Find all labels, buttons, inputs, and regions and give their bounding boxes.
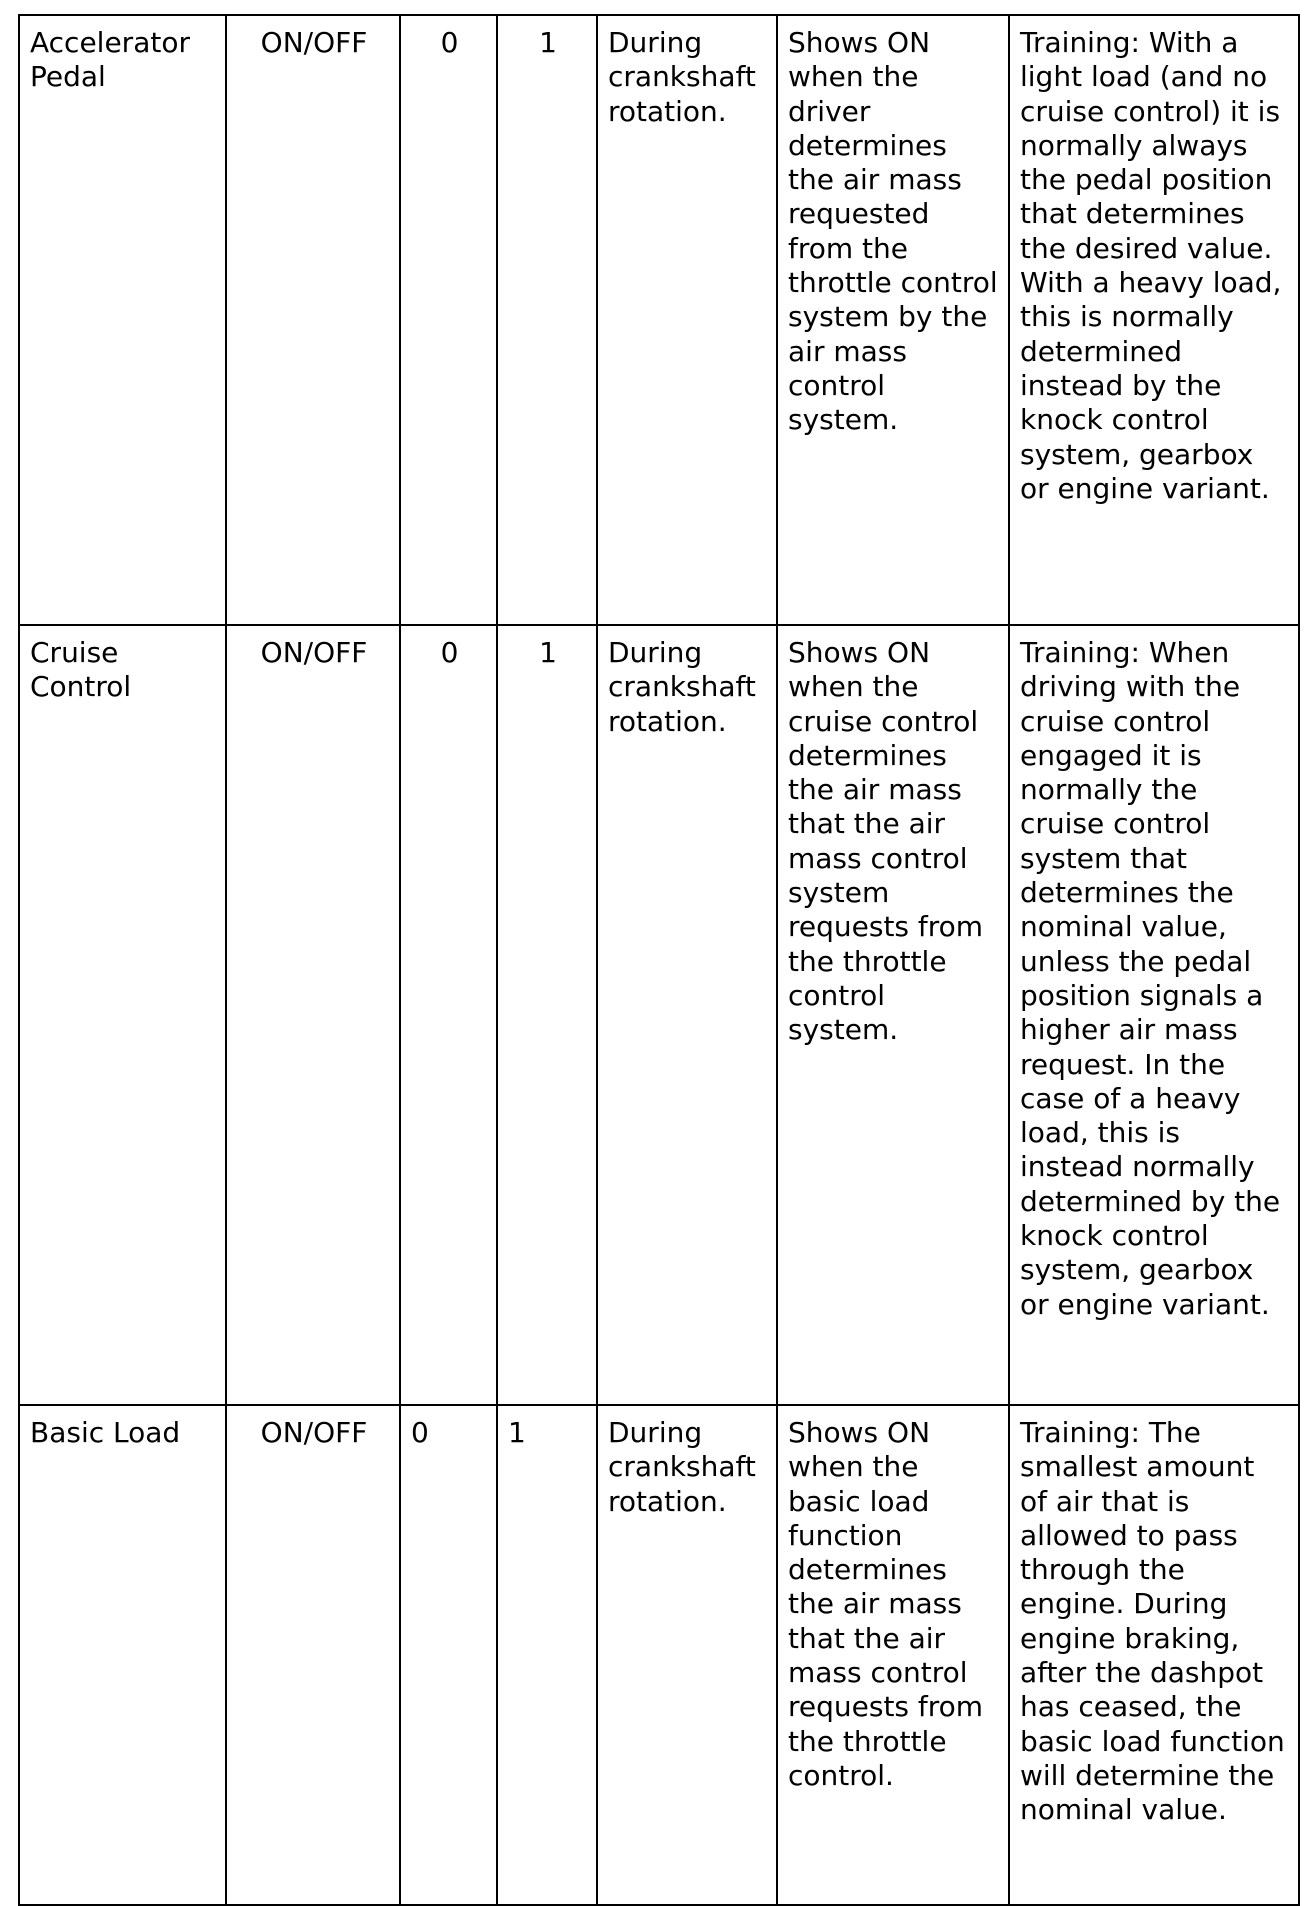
states-cell: ON/OFF bbox=[226, 15, 400, 625]
parameter-name-cell: Basic Load bbox=[19, 1405, 226, 1905]
condition-cell: During crankshaft rotation. bbox=[597, 1405, 777, 1905]
min-value-cell: 0 bbox=[400, 15, 497, 625]
training-cell: Training: With a light load (and no cruise control) it is normally always the pedal position that determines the desired value. With a heavy load, this is normally determined instead by the knock control system, gearbox or engine variant. bbox=[1009, 15, 1299, 625]
states-cell: ON/OFF bbox=[226, 625, 400, 1405]
table-row bbox=[19, 15, 1299, 625]
max-value-cell: 1 bbox=[497, 1405, 597, 1905]
table-row bbox=[19, 625, 1299, 1405]
condition-cell: During crankshaft rotation. bbox=[597, 625, 777, 1405]
states-cell: ON/OFF bbox=[226, 1405, 400, 1905]
description-cell: Shows ON when the driver determines the air mass requested from the throttle control system by the air mass control system. bbox=[777, 15, 1009, 625]
parameter-name-cell: Accelerator Pedal bbox=[19, 15, 226, 625]
min-value-cell: 0 bbox=[400, 625, 497, 1405]
training-cell: Training: The smallest amount of air that is allowed to pass through the engine. During engine braking, after the dashpot has ceased, the basic load function will determine the nominal value. bbox=[1009, 1405, 1299, 1905]
max-value-cell: 1 bbox=[497, 625, 597, 1405]
training-cell: Training: When driving with the cruise control engaged it is normally the cruise control system that determines the nominal value, unless the pedal position signals a higher air mass request. In the case of a heavy load, this is instead normally determined by the knock control system, gearbox or engine variant. bbox=[1009, 625, 1299, 1405]
table-row bbox=[19, 1405, 1299, 1905]
max-value-cell: 1 bbox=[497, 15, 597, 625]
description-cell: Shows ON when the basic load function determines the air mass that the air mass control requests from the throttle control. bbox=[777, 1405, 1009, 1905]
condition-cell: During crankshaft rotation. bbox=[597, 15, 777, 625]
parameter-name-cell: Cruise Control bbox=[19, 625, 226, 1405]
parameter-table bbox=[18, 14, 1300, 1906]
description-cell: Shows ON when the cruise control determines the air mass that the air mass control system requests from the throttle control system. bbox=[777, 625, 1009, 1405]
min-value-cell: 0 bbox=[400, 1405, 497, 1905]
